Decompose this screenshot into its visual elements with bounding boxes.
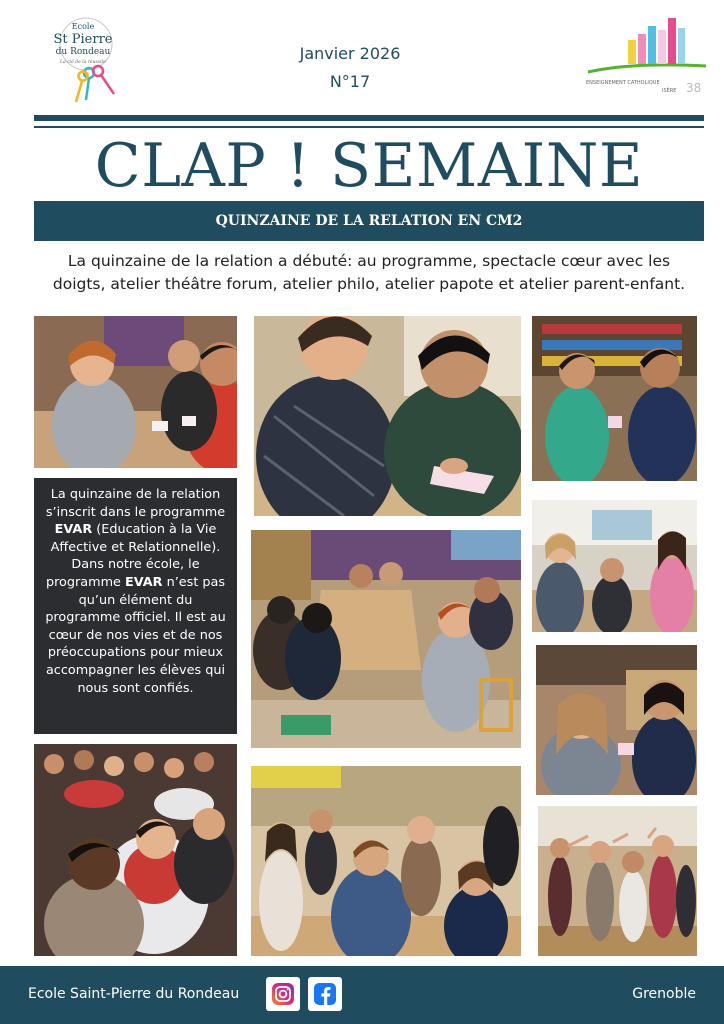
header-rule-thin [34, 126, 704, 128]
header-rule [34, 115, 704, 121]
svg-text:Ecole: Ecole [71, 22, 95, 31]
diocese-logo [582, 14, 710, 96]
evar-info-box [34, 478, 237, 734]
photo-classroom-table [251, 530, 521, 748]
footer-city: Grenoble [632, 986, 696, 1002]
evar-acronym-1: EVAR [54, 522, 93, 538]
evar-acronym-2: EVAR [124, 574, 163, 590]
photo-folding-hearts [34, 316, 237, 468]
svg-text:ISÈRE: ISÈRE [662, 88, 677, 94]
footer-school-name: Ecole Saint-Pierre du Rondeau [28, 986, 240, 1002]
svg-text:du Rondeau: du Rondeau [55, 47, 111, 57]
svg-text:ENSEIGNEMENT CATHOLIQUE: ENSEIGNEMENT CATHOLIQUE [586, 80, 660, 86]
svg-text:St Pierre: St Pierre [53, 32, 113, 47]
photo-classroom-pairs [532, 500, 697, 632]
issue-number: N°17 [329, 72, 371, 91]
photo-girls-exchange [536, 645, 697, 795]
section-band [34, 201, 704, 241]
photo-circle-game [538, 806, 697, 956]
photo-hall-activity [251, 766, 521, 956]
school-logo [38, 16, 138, 106]
section-title: QUINZAINE DE LA RELATION EN CM2 [215, 213, 523, 229]
svg-text:38: 38 [686, 81, 702, 95]
intro-line-1: La quinzaine de la relation a débuté: au programme, spectacle cœur avec les [67, 252, 671, 270]
svg-text:La clé de la réussite: La clé de la réussite [60, 60, 106, 65]
photo-paper-craft-closeup [254, 316, 521, 516]
keys-icon [76, 66, 114, 102]
photo-audience [34, 744, 237, 956]
evar-text-2: (Education à la Vie Affective et Relationnelle). Dans notre école, le programme [45, 522, 221, 590]
intro-text [34, 250, 704, 296]
evar-text-1: La quinzaine de la relation s’inscrit dans le programme [45, 487, 226, 520]
issue-date: Janvier 2026 [299, 44, 401, 63]
photo-pair-at-bookshelf [532, 316, 697, 481]
intro-line-2: doigts, atelier théâtre forum, atelier philo, atelier papote et atelier parent-enfant. [52, 275, 686, 293]
evar-text-3: n’est pas qu’un élément du programme officiel. Il est au cœur de nos vies et de nos préoccupations pour mieux accompagner les élèves qui nous sont confiés. [45, 574, 226, 696]
instagram-icon[interactable] [266, 977, 300, 1011]
newsletter-title: CLAP ! SEMAINE [94, 131, 644, 201]
facebook-icon[interactable] [308, 977, 342, 1011]
